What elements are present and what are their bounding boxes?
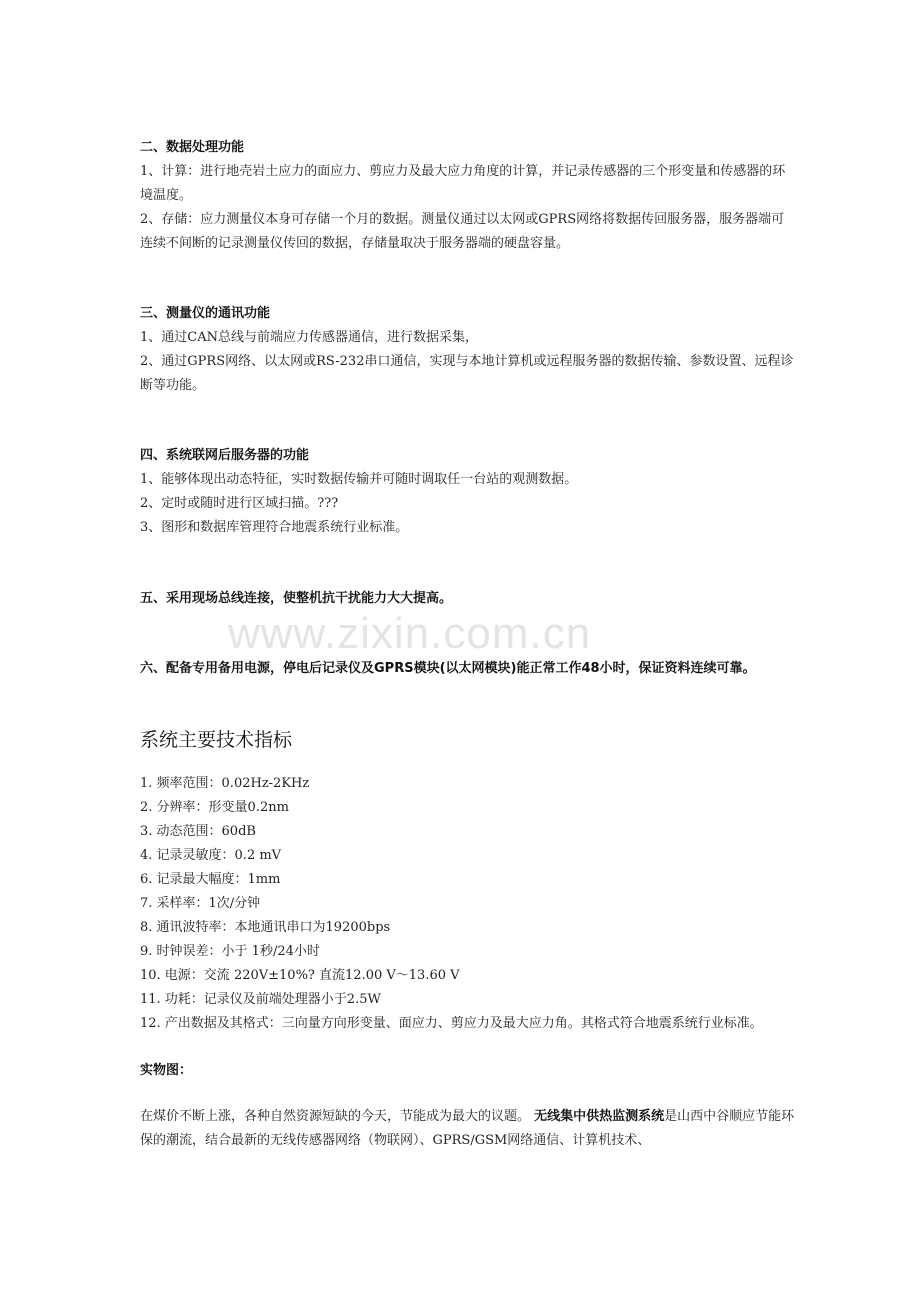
section-fieldbus: 五、采用现场总线连接，使整机抗干扰能力大大提高。 (140, 591, 453, 606)
system-name: 无线集中供热监测系统 (534, 1109, 665, 1124)
watermark: www.zixin.com.cn (228, 611, 592, 657)
spec-item: 10. 电源：交流 220V±10%? 直流12.00 V～13.60 V (140, 968, 460, 983)
list-item: 2、通过GPRS网络、以太网或RS-232串口通信，实现与本地计算机或远程服务器的数据传输、参数设置、远程诊断等功能。 (140, 354, 794, 393)
section-heading: 三、测量仪的通讯功能 (140, 306, 271, 321)
spec-item: 6. 记录最大幅度：1mm (140, 872, 281, 887)
spec-item: 12. 产出数据及其格式：三向量方向形变量、面应力、剪应力及最大应力角。其格式符合地震系统行业标准。 (140, 1016, 763, 1031)
spec-item: 2. 分辨率：形变量0.2nm (140, 800, 289, 815)
list-item: 3、图形和数据库管理符合地震系统行业标准。 (140, 520, 409, 535)
list-item: 1、能够体现出动态特征，实时数据传输并可随时调取任一台站的观测数据。 (140, 472, 578, 487)
list-item: 2、定时或随时进行区域扫描。??? (140, 496, 339, 511)
spec-item: 11. 功耗：记录仪及前端处理器小于2.5W (140, 992, 381, 1007)
photo-label: 实物图： (140, 1063, 193, 1078)
document-body (140, 136, 840, 1153)
section-data-processing (140, 136, 795, 256)
intro-text: 在煤价不断上涨，各种自然资源短缺的今天，节能成为最大的议题。 (140, 1109, 535, 1124)
specs-list (140, 772, 795, 1036)
intro-paragraph (140, 1105, 795, 1153)
section-server-functions (140, 444, 795, 540)
intro-text-cont: 是山西中谷顺应节能环保的潮流，结合最新的无线传感器网络（物联网）、GPRS/GSM网络通信、计算机技术、 (140, 1109, 795, 1148)
spec-item: 1. 频率范围：0.02Hz-2KHz (140, 776, 310, 791)
specs-title: 系统主要技术指标 (140, 729, 293, 751)
spec-item: 9. 时钟误差：小于 1秒/24小时 (140, 944, 320, 959)
spec-item: 7. 采样率：1次/分钟 (140, 896, 261, 911)
section-heading: 四、系统联网后服务器的功能 (140, 448, 310, 463)
section-heading: 二、数据处理功能 (140, 140, 245, 155)
spec-item: 3. 动态范围：60dB (140, 824, 256, 839)
list-item: 1、计算：进行地壳岩土应力的面应力、剪应力及最大应力角度的计算，并记录传感器的三个形变量和传感器的环境温度。 (140, 164, 786, 203)
spec-item: 4. 记录灵敏度：0.2 mV (140, 848, 282, 863)
section-backup-power: 六、配备专用备用电源，停电后记录仪及GPRS模块(以太网模块)能正常工作48小时，保证资料连续可靠。 (140, 661, 756, 676)
list-item: 1、通过CAN总线与前端应力传感器通信，进行数据采集， (140, 330, 478, 345)
list-item: 2、存储：应力测量仪本身可存储一个月的数据。测量仪通过以太网或GPRS网络将数据传回服务器，服务器端可连续不间断的记录测量仪传回的数据，存储量取决于服务器端的硬盘容量。 (140, 212, 785, 251)
section-communication (140, 302, 795, 398)
spec-item: 8. 通讯波特率：本地通讯串口为19200bps (140, 920, 391, 935)
